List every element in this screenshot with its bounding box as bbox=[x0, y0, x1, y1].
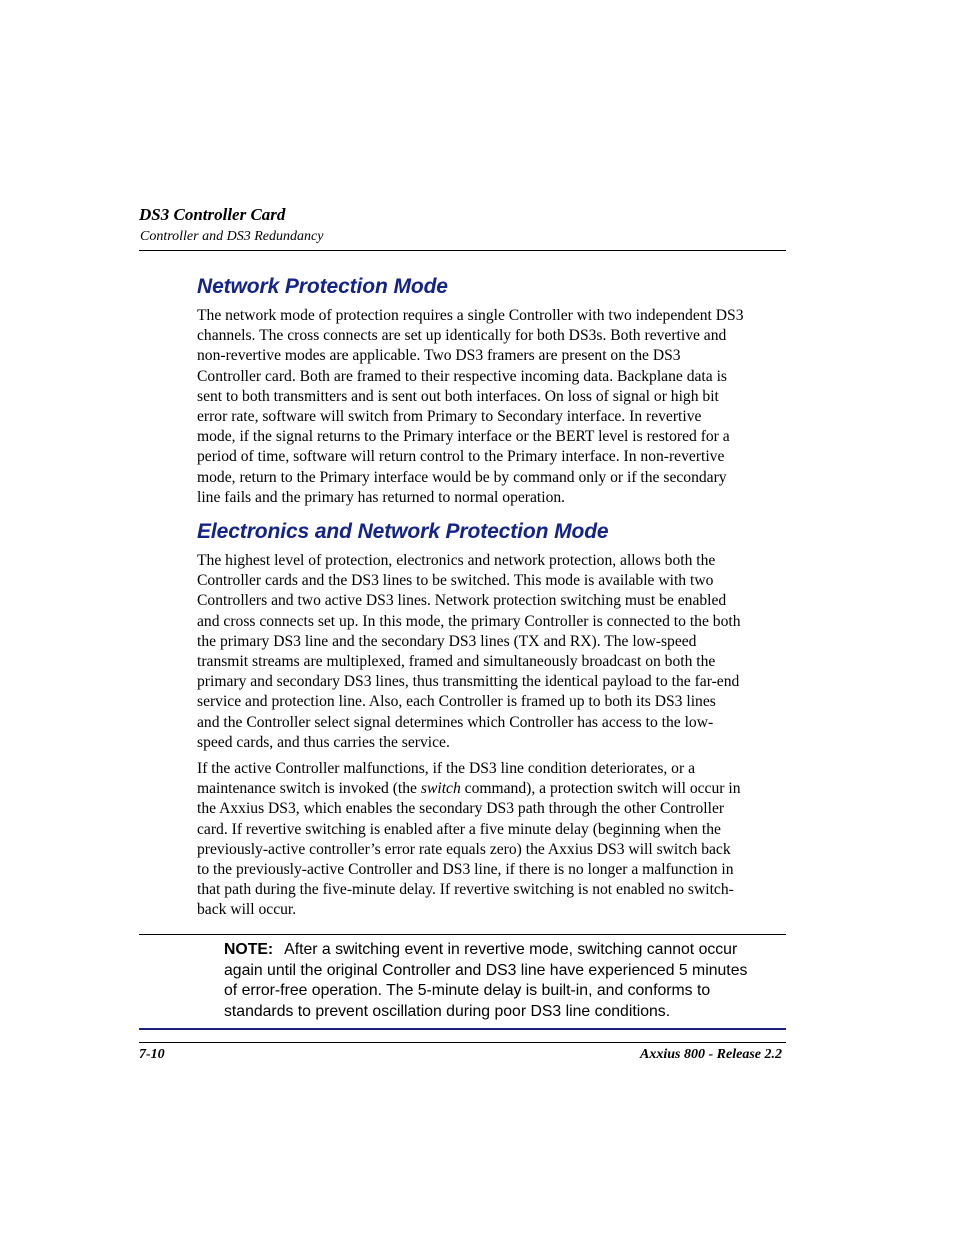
note-text: After a switching event in revertive mode, switching cannot occur bbox=[284, 941, 738, 958]
page-number: 7-10 bbox=[139, 1047, 165, 1062]
text-line: the primary DS3 line and the secondary DS3 lines (TX and RX). The low-speed bbox=[197, 632, 697, 650]
text-line: previously-active controller’s error rate equals zero) the Axxius DS3 will switch back bbox=[197, 840, 731, 858]
text-run: command), a protection switch will occur in bbox=[460, 780, 741, 798]
note-top-rule bbox=[139, 934, 786, 935]
text-line: that path during the five-minute delay. If revertive switching is not enabled no switch- bbox=[197, 881, 734, 899]
section-heading-network-protection: Network Protection Mode bbox=[197, 275, 448, 298]
text-line: Controller card. Both are framed to their respective incoming data. Backplane data is bbox=[197, 367, 727, 385]
note-first-line bbox=[224, 940, 786, 961]
text-line: Controller cards and the DS3 lines to be switched. This mode is available with two bbox=[197, 572, 714, 590]
text-line: channels. The cross connects are set up identically for both DS3s. Both revertive and bbox=[197, 327, 727, 345]
note-label: NOTE: bbox=[224, 941, 274, 958]
running-header-subtitle: Controller and DS3 Redundancy bbox=[140, 229, 324, 244]
text-line: card. If revertive switching is enabled after a five minute delay (beginning when the bbox=[197, 820, 721, 838]
note-bottom-rule bbox=[139, 1028, 786, 1030]
note-text: again until the original Controller and DS3 line have experienced 5 minutes bbox=[224, 961, 748, 979]
text-line: The highest level of protection, electronics and network protection, allows both the bbox=[197, 552, 716, 569]
text-line: to the previously-active Controller and DS3 line, if there is no longer a malfunction in bbox=[197, 861, 734, 879]
product-release: Axxius 800 - Release 2.2 bbox=[640, 1047, 782, 1062]
section-heading-electronics-network-protection: Electronics and Network Protection Mode bbox=[197, 520, 609, 543]
text-line: service and protection line. Also, each Controller is framed up to both its DS3 lines bbox=[197, 693, 716, 711]
paragraph-controller-malfunction bbox=[197, 759, 785, 921]
text-line: back will occur. bbox=[197, 901, 297, 919]
paragraph-electronics-network-protection bbox=[197, 551, 785, 753]
text-line: the Axxius DS3, which enables the secondary DS3 path through the other Controller bbox=[197, 800, 725, 818]
text-line: period of time, software will return control to the Primary interface. In non-revertive bbox=[197, 448, 725, 466]
note-box bbox=[224, 940, 786, 1022]
running-header-title: DS3 Controller Card bbox=[139, 205, 286, 224]
text-line: Controllers and two active DS3 lines. Network protection switching must be enabled bbox=[197, 592, 727, 610]
text-line: speed cards, and thus carries the service. bbox=[197, 733, 450, 751]
text-run: maintenance switch is invoked (the bbox=[197, 780, 421, 798]
text-line: mode, return to the Primary interface would be by command only or if the secondary bbox=[197, 468, 727, 486]
text-line: non-revertive modes are applicable. Two DS3 framers are present on the DS3 bbox=[197, 347, 681, 365]
text-line: line fails and the primary has returned to normal operation. bbox=[197, 488, 566, 506]
note-text: of error-free operation. The 5-minute delay is built-in, and conforms to bbox=[224, 982, 711, 1000]
text-line: mode, if the signal returns to the Primary interface or the BERT level is restored for a bbox=[197, 428, 730, 446]
text-line: and cross connects set up. In this mode, the primary Controller is connected to the both bbox=[197, 612, 741, 630]
footer-rule bbox=[139, 1042, 786, 1043]
text-line: error rate, software will switch from Primary to Secondary interface. In revertive bbox=[197, 408, 702, 426]
text-line: primary and secondary DS3 lines, thus transmitting the identical payload to the far-end bbox=[197, 673, 740, 691]
header-rule bbox=[139, 250, 786, 251]
text-line-with-command bbox=[197, 779, 785, 799]
text-line: sent to both transmitters and is sent out both interfaces. On loss of signal or high bit bbox=[197, 387, 719, 405]
text-line: If the active Controller malfunctions, if the DS3 line condition deteriorates, or a bbox=[197, 760, 695, 777]
text-line: transmit streams are multiplexed, framed and simultaneously broadcast on both the bbox=[197, 653, 716, 671]
text-line: The network mode of protection requires a single Controller with two independent DS3 bbox=[197, 307, 744, 324]
note-text: standards to prevent oscillation during poor DS3 line conditions. bbox=[224, 1002, 671, 1020]
command-name-switch: switch bbox=[420, 780, 461, 798]
paragraph-network-protection bbox=[197, 306, 785, 508]
text-line: and the Controller select signal determines which Controller has access to the low- bbox=[197, 713, 714, 731]
